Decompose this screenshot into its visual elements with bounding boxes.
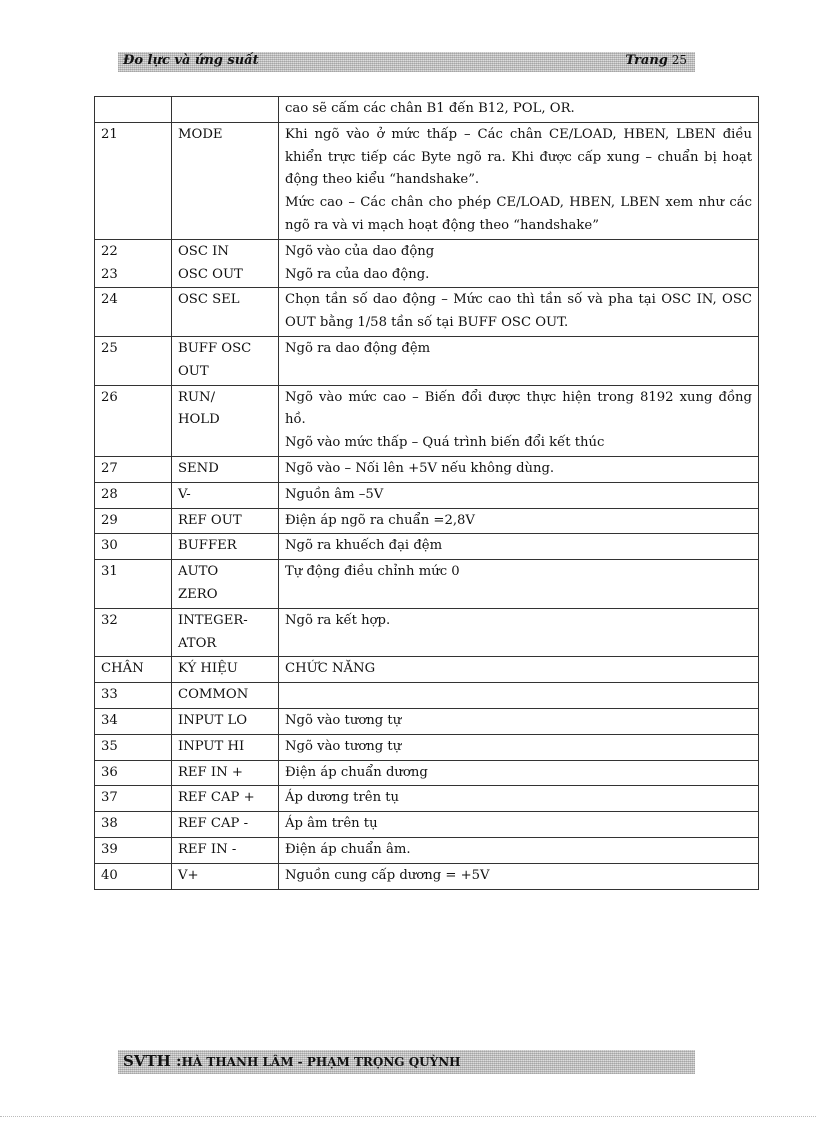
function-cell: [279, 288, 759, 337]
page-bottom-rule: [0, 1116, 816, 1117]
function-cell: [279, 560, 759, 609]
symbol-cell: [172, 336, 279, 385]
symbol-cell-text: V+: [178, 867, 199, 883]
pin-cell: [95, 560, 172, 609]
symbol-cell-text: RUN/: [178, 389, 216, 405]
table-row: [95, 534, 759, 560]
function-cell-text: Ngõ vào của dao động: [285, 243, 435, 259]
pin-cell: [95, 288, 172, 337]
pin-function-table: [94, 96, 759, 890]
table-row: [95, 608, 759, 657]
table-row: [95, 760, 759, 786]
pin-cell: [95, 786, 172, 812]
table-row: [95, 683, 759, 709]
function-cell-text: Điện áp chuẩn âm.: [285, 841, 411, 857]
symbol-cell-text: REF IN +: [178, 764, 243, 780]
symbol-cell: [172, 812, 279, 838]
pin-cell-text: 40: [101, 867, 118, 883]
pin-cell-text: 36: [101, 764, 118, 780]
symbol-cell: [172, 288, 279, 337]
pin-cell: [95, 482, 172, 508]
symbol-cell-text: OSC IN: [178, 243, 229, 259]
function-cell-text: Ngõ vào tương tự: [285, 738, 402, 754]
function-cell: [279, 534, 759, 560]
function-cell: [279, 97, 759, 123]
pin-cell-text: 38: [101, 816, 118, 832]
function-cell-text: Ngõ ra khuếch đại đệm: [285, 538, 443, 554]
table-row: [95, 122, 759, 239]
function-cell: [279, 122, 759, 239]
pin-cell-text: 37: [101, 790, 118, 806]
function-cell: [279, 608, 759, 657]
table-row: [95, 385, 759, 456]
symbol-cell-text: ATOR: [178, 635, 217, 651]
function-cell: [279, 837, 759, 863]
function-cell-text: Áp dương trên tụ: [285, 790, 400, 806]
footer-text: [123, 1052, 461, 1070]
symbol-cell: [172, 508, 279, 534]
symbol-cell: [172, 734, 279, 760]
symbol-cell: [172, 608, 279, 657]
pin-cell: [95, 239, 172, 288]
pin-cell: [95, 657, 172, 683]
function-cell-text: Điện áp chuẩn dương: [285, 764, 428, 780]
pin-cell: [95, 336, 172, 385]
function-cell-text: Ngõ ra của dao động.: [285, 266, 430, 282]
pin-cell-text: 29: [101, 512, 118, 528]
table-row: [95, 812, 759, 838]
symbol-cell-text: REF CAP +: [178, 790, 255, 806]
table-row: [95, 560, 759, 609]
pin-cell: [95, 837, 172, 863]
function-cell: [279, 482, 759, 508]
symbol-cell-text: V-: [178, 486, 191, 502]
pin-cell: [95, 683, 172, 709]
symbol-cell: [172, 534, 279, 560]
function-cell: [279, 708, 759, 734]
symbol-cell: [172, 482, 279, 508]
page-footer: [118, 1050, 695, 1074]
symbol-cell: [172, 760, 279, 786]
table-row: [95, 456, 759, 482]
pin-cell: [95, 608, 172, 657]
pin-cell-text: 25: [101, 340, 118, 356]
table-row: [95, 508, 759, 534]
function-cell-text: Ngõ vào tương tự: [285, 712, 402, 728]
function-cell: [279, 239, 759, 288]
symbol-cell: [172, 863, 279, 889]
function-cell-text: Khi ngõ vào ở mức thấp – Các chân CE/LOAD, HBEN, LBEN điều khiển trực tiếp các Byte ngõ ra. Khi được cấp xung – chuẩn bị hoạt động theo kiểu “handshake”.: [285, 126, 752, 188]
function-cell-text: Mức cao – Các chân cho phép CE/LOAD, HBEN, LBEN xem như các ngõ ra và vi mạch hoạt động theo “handshake”: [285, 195, 752, 233]
symbol-cell-text: BUFF OSC OUT: [178, 340, 252, 379]
symbol-cell: [172, 385, 279, 456]
pin-cell-text: 31: [101, 564, 118, 580]
function-cell-text: Chọn tần số dao động – Mức cao thì tần số và pha tại OSC IN, OSC OUT bằng 1/58 tần số tại BUFF OSC OUT.: [285, 292, 752, 331]
symbol-cell-text: HOLD: [178, 412, 220, 428]
symbol-cell: [172, 239, 279, 288]
pin-cell-text: 24: [101, 292, 118, 308]
symbol-cell-text: BUFFER: [178, 538, 237, 554]
page-word: Trang: [625, 53, 668, 68]
header-title: Đo lực và ứng suất: [123, 53, 259, 68]
symbol-cell: [172, 708, 279, 734]
function-cell-text: Ngõ vào mức thấp – Quá trình biến đổi kết thúc: [285, 435, 605, 451]
pin-cell-text: 35: [101, 738, 118, 754]
pin-cell: [95, 97, 172, 123]
function-cell-text: Nguồn cung cấp dương = +5V: [285, 867, 490, 883]
function-cell-text: Ngõ ra dao động đệm: [285, 340, 431, 356]
symbol-cell-text: OSC SEL: [178, 292, 240, 308]
pin-cell: [95, 508, 172, 534]
symbol-cell-text: INTEGER-: [178, 612, 248, 628]
pin-cell-text: 30: [101, 538, 118, 554]
table-row: [95, 288, 759, 337]
pin-cell: [95, 385, 172, 456]
pin-cell-text: 32: [101, 612, 118, 628]
pin-cell: [95, 734, 172, 760]
function-cell-text: CHỨC NĂNG: [285, 661, 376, 677]
symbol-cell-text: ZERO: [178, 586, 218, 602]
table-row: [95, 97, 759, 123]
pin-cell: [95, 122, 172, 239]
function-cell-text: cao sẽ cấm các chân B1 đến B12, POL, OR.: [285, 101, 575, 116]
symbol-cell: [172, 683, 279, 709]
symbol-cell: [172, 837, 279, 863]
function-cell: [279, 508, 759, 534]
symbol-cell-text: OSC OUT: [178, 266, 243, 282]
table-body: [95, 97, 759, 890]
symbol-cell: [172, 122, 279, 239]
page-number-label: [625, 53, 687, 68]
table-row: [95, 239, 759, 288]
function-cell-text: Ngõ vào – Nối lên +5V nếu không dùng.: [285, 460, 555, 476]
pin-cell-text: 26: [101, 389, 118, 405]
symbol-cell-text: KÝ HIỆU: [178, 661, 238, 677]
table-row: [95, 786, 759, 812]
table-row: [95, 657, 759, 683]
table-row: [95, 708, 759, 734]
pin-cell-text: CHÂN: [101, 661, 144, 677]
pin-cell: [95, 760, 172, 786]
symbol-cell: [172, 657, 279, 683]
pin-cell-text: 22: [101, 243, 118, 259]
function-cell-text: Nguồn âm –5V: [285, 486, 384, 502]
table-row: [95, 482, 759, 508]
symbol-cell-text: COMMON: [178, 687, 249, 703]
pin-cell: [95, 708, 172, 734]
function-cell-text: Điện áp ngõ ra chuẩn =2,8V: [285, 512, 475, 528]
symbol-cell-text: MODE: [178, 126, 223, 142]
pin-cell-text: 23: [101, 266, 118, 282]
symbol-cell-text: INPUT HI: [178, 738, 245, 754]
table-row: [95, 863, 759, 889]
symbol-cell-text: SEND: [178, 460, 219, 476]
function-cell: [279, 456, 759, 482]
function-cell-text: Tự động điều chỉnh mức 0: [285, 564, 460, 580]
page-number: 25: [671, 53, 687, 67]
table-row: [95, 336, 759, 385]
function-cell-text: Ngõ ra kết hợp.: [285, 612, 391, 628]
function-cell: [279, 786, 759, 812]
symbol-cell-text: REF OUT: [178, 512, 242, 528]
symbol-cell: [172, 97, 279, 123]
function-cell-text: Ngõ vào mức cao – Biến đổi được thực hiện trong 8192 xung đồng hồ.: [285, 389, 752, 428]
function-cell: [279, 863, 759, 889]
function-cell: [279, 657, 759, 683]
function-cell: [279, 760, 759, 786]
page-header: [118, 52, 695, 72]
function-cell: [279, 336, 759, 385]
pin-cell: [95, 863, 172, 889]
table-row: [95, 734, 759, 760]
pin-cell: [95, 534, 172, 560]
function-cell: [279, 812, 759, 838]
pin-cell-text: 33: [101, 687, 118, 703]
footer-authors: HÀ THANH LÂM - PHẠM TRỌNG QUỲNH: [181, 1055, 461, 1069]
pin-cell: [95, 456, 172, 482]
pin-cell-text: 28: [101, 486, 118, 502]
function-cell: [279, 385, 759, 456]
pin-cell-text: 21: [101, 126, 118, 142]
pin-cell-text: 27: [101, 460, 118, 476]
symbol-cell: [172, 456, 279, 482]
table-row: [95, 837, 759, 863]
symbol-cell-text: AUTO: [178, 564, 219, 580]
symbol-cell-text: INPUT LO: [178, 712, 248, 728]
pin-cell: [95, 812, 172, 838]
symbol-cell-text: REF CAP -: [178, 816, 249, 832]
footer-prefix: SVTH :: [123, 1052, 182, 1070]
function-cell: [279, 683, 759, 709]
symbol-cell: [172, 560, 279, 609]
pin-cell-text: 39: [101, 841, 118, 857]
function-cell: [279, 734, 759, 760]
symbol-cell-text: REF IN -: [178, 841, 237, 857]
pin-cell-text: 34: [101, 712, 118, 728]
symbol-cell: [172, 786, 279, 812]
function-cell-text: Áp âm trên tụ: [285, 816, 378, 832]
